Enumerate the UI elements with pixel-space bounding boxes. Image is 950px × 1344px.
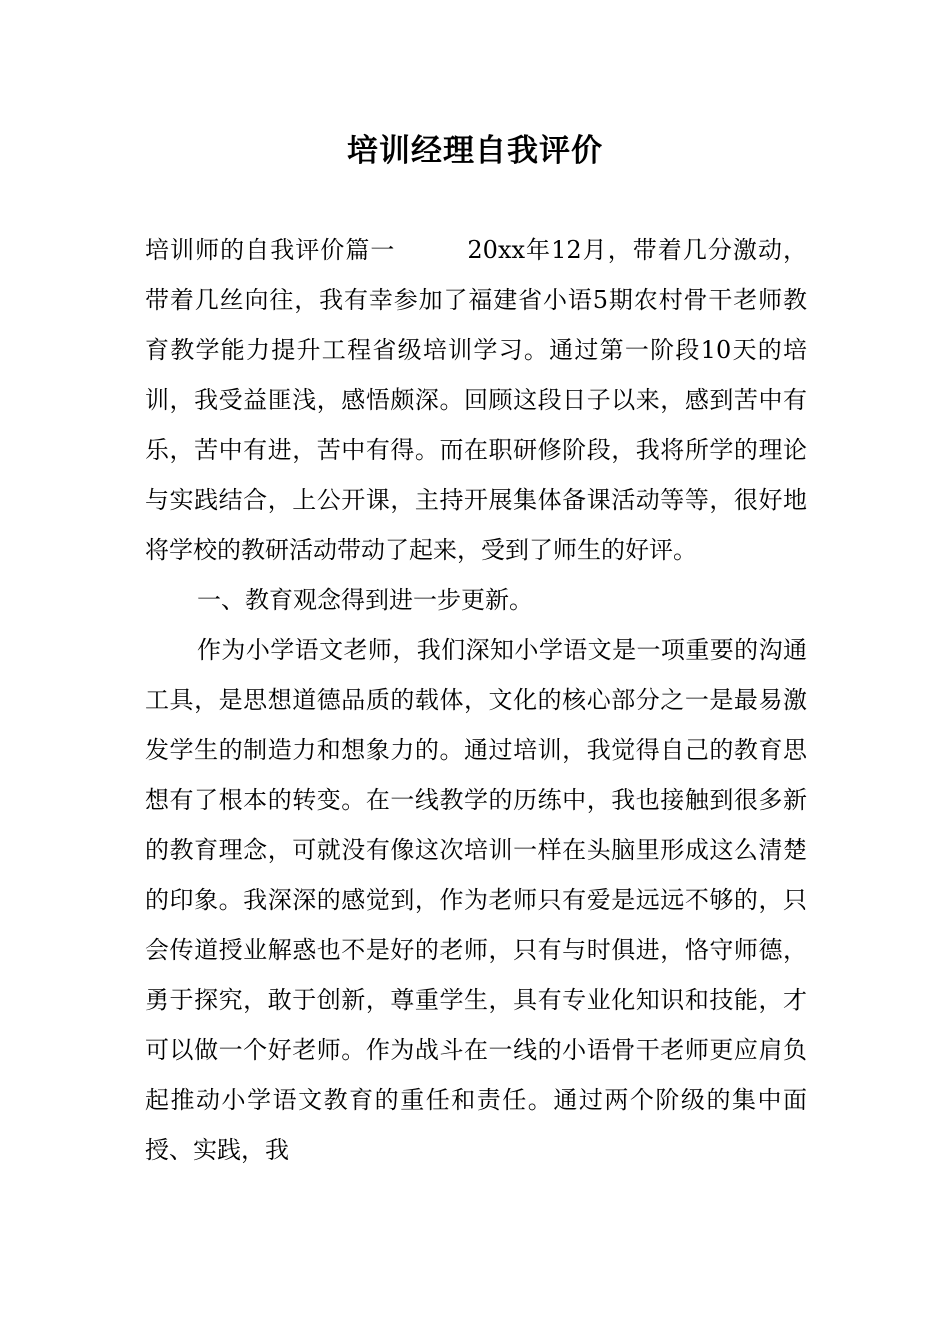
section-heading: 一、教育观念得到进一步更新。 xyxy=(197,586,533,614)
document-body xyxy=(145,225,807,1175)
intro-text: 20xx年12月，带着几分激动，带着几丝向往，我有幸参加了福建省小语5期农村骨干老师教育教学能力提升工程省级培训学习。通过第一阶段10天的培训，我受益匪浅，感悟颇深。回顾这段日子以来，感到苦中有乐，苦中有进，苦中有得。而在职研修阶段，我将所学的理论与实践结合，上公开课，主持开展集体备课活动等等，很好地将学校的教研活动带动了起来，受到了师生的好评。 xyxy=(145,236,807,564)
intro-label: 培训师的自我评价篇一 xyxy=(145,236,396,264)
intro-paragraph xyxy=(145,225,807,575)
document-title: 培训经理自我评价 xyxy=(347,133,603,169)
section-paragraph: 作为小学语文老师，我们深知小学语文是一项重要的沟通工具，是思想道德品质的载体，文化的核心部分之一是最易激发学生的制造力和想象力的。通过培训，我觉得自己的教育思想有了根本的转变。在一线教学的历练中，我也接触到很多新的教育理念，可就没有像这次培训一样在头脑里形成这么清楚的印象。我深深的感觉到，作为老师只有爱是远远不够的，只会传道授业解惑也不是好的老师，只有与时俱进，恪守师德，勇于探究，敢于创新，尊重学生，具有专业化知识和技能，才可以做一个好老师。作为战斗在一线的小语骨干老师更应肩负起推动小学语文教育的重任和责任。通过两个阶级的集中面授、实践，我 xyxy=(145,636,807,1164)
